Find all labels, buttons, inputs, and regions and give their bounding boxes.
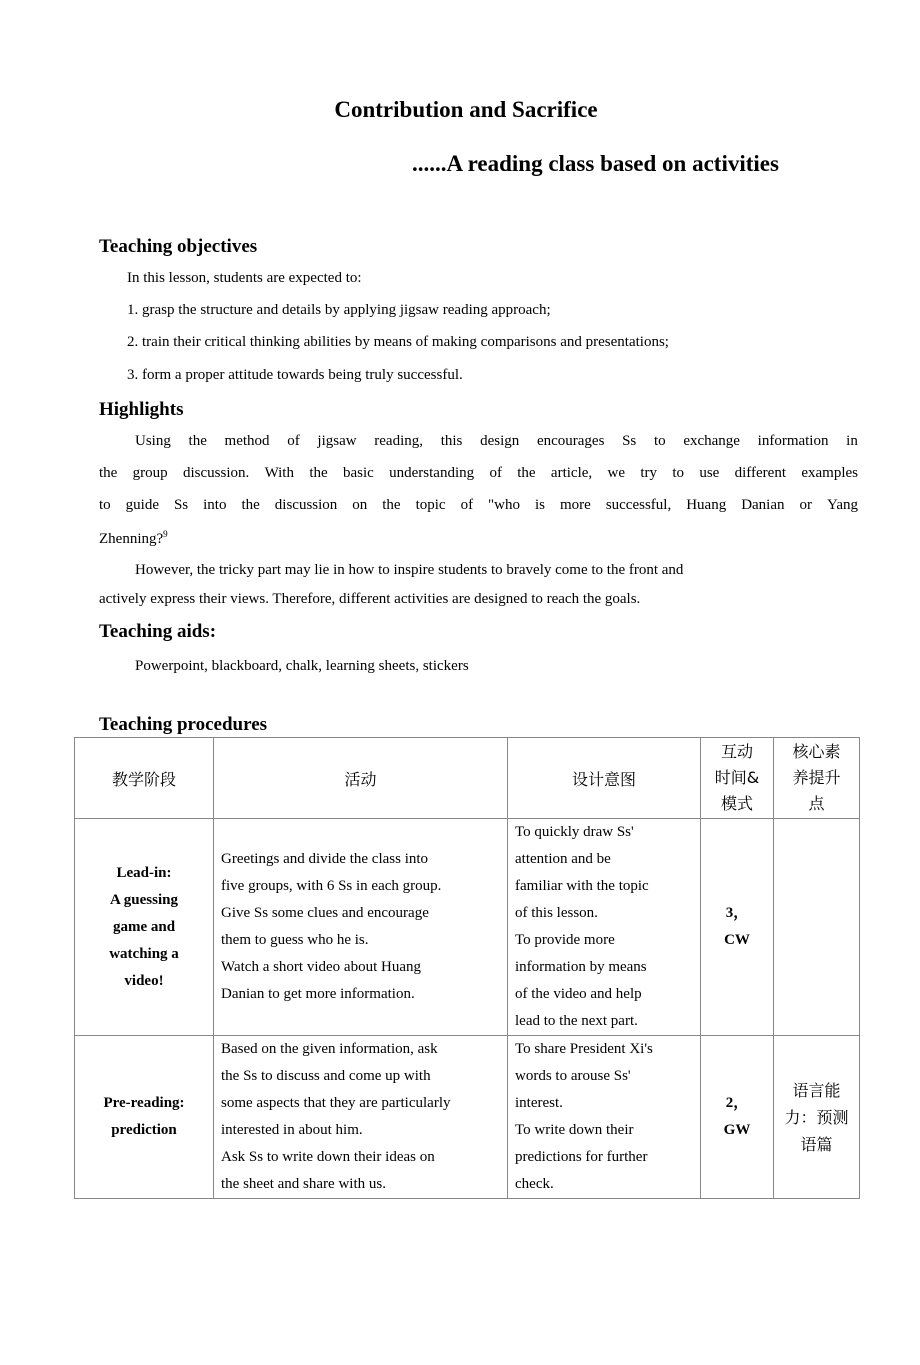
word: the bbox=[188, 433, 207, 449]
text-line: Danian to get more information. bbox=[221, 986, 415, 1002]
word: or bbox=[799, 497, 812, 513]
text-line: 3， bbox=[725, 905, 749, 921]
text-line: 互动 bbox=[720, 742, 753, 761]
text-line: check. bbox=[515, 1176, 554, 1192]
multiline bbox=[515, 819, 693, 1035]
text-line: A guessing bbox=[110, 891, 178, 908]
justified-line bbox=[99, 433, 858, 450]
highlights-paragraph2-line2: actively express their views. Therefore, different activities are designed to reach the goals. bbox=[99, 591, 641, 607]
text-line: 语篇 bbox=[800, 1134, 833, 1154]
multiline bbox=[701, 1090, 773, 1144]
text-line: To provide more bbox=[515, 932, 615, 948]
word: is bbox=[535, 497, 546, 513]
word: group bbox=[132, 465, 168, 481]
multiline bbox=[75, 1090, 213, 1144]
highlights-paragraph-line bbox=[99, 433, 858, 450]
word: With bbox=[264, 465, 294, 481]
text-line: some aspects that they are particularly bbox=[221, 1095, 451, 1111]
text-line: 时间& bbox=[714, 768, 760, 787]
word: discussion. bbox=[182, 465, 250, 481]
word: basic bbox=[342, 465, 374, 481]
word: Ss bbox=[622, 433, 637, 449]
aids-heading: Teaching aids: bbox=[99, 621, 217, 642]
word: of bbox=[489, 465, 502, 481]
word: reading, bbox=[374, 433, 424, 449]
text-line: interested in about him. bbox=[221, 1122, 363, 1138]
word: to bbox=[672, 465, 684, 481]
text-line: GW bbox=[723, 1122, 751, 1138]
highlights-heading: Highlights bbox=[99, 399, 184, 420]
text-line: Pre-reading: bbox=[103, 1095, 185, 1111]
text-line: To share President Xi's bbox=[515, 1041, 653, 1057]
word: understanding bbox=[389, 465, 475, 481]
text-line: 力：预测 bbox=[784, 1107, 849, 1127]
text-line: of the video and help bbox=[515, 986, 642, 1002]
text-line: To quickly draw Ss' bbox=[515, 824, 634, 840]
word: Danian bbox=[741, 497, 785, 513]
word: examples bbox=[801, 465, 858, 481]
text-line: interest. bbox=[515, 1095, 563, 1111]
word: Ss bbox=[173, 497, 189, 513]
table-header-row bbox=[75, 738, 860, 819]
highlights-paragraph-line bbox=[99, 465, 858, 482]
word: "who bbox=[488, 497, 521, 513]
word: information bbox=[757, 433, 829, 449]
document-title: Contribution and Sacrifice bbox=[334, 97, 598, 122]
text-line: them to guess who he is. bbox=[221, 932, 369, 948]
word: Using bbox=[135, 433, 171, 449]
word: method bbox=[224, 433, 270, 449]
word: in bbox=[846, 433, 858, 449]
word: to bbox=[653, 433, 666, 449]
text-line: familiar with the topic bbox=[515, 878, 649, 894]
word: the bbox=[309, 465, 328, 481]
word: the bbox=[99, 465, 118, 481]
text-line: of this lesson. bbox=[515, 905, 598, 921]
text-line: Greetings and divide the class into bbox=[221, 851, 429, 867]
row-mode bbox=[701, 1036, 774, 1199]
text-line: 语言能 bbox=[792, 1080, 841, 1100]
multiline bbox=[701, 900, 773, 954]
word: on bbox=[352, 497, 368, 513]
word: try bbox=[640, 465, 657, 481]
table-row bbox=[75, 819, 860, 1036]
highlights-paragraph-line bbox=[99, 497, 858, 514]
word: more bbox=[560, 497, 591, 513]
word: into bbox=[203, 497, 227, 513]
text-line: Lead-in: bbox=[116, 864, 172, 881]
highlights-paragraph2-line1: However, the tricky part may lie in how to inspire students to bravely come to the front and bbox=[135, 562, 684, 578]
multiline bbox=[774, 1077, 859, 1158]
word: exchange bbox=[683, 433, 740, 449]
text-line: Based on the given information, ask bbox=[221, 1041, 438, 1057]
multiline bbox=[701, 739, 773, 817]
word: the bbox=[241, 497, 260, 513]
word: of bbox=[287, 433, 300, 449]
text-line: predictions for further bbox=[515, 1149, 648, 1165]
procedures-table bbox=[74, 737, 860, 1199]
text-line: Give Ss some clues and encourage bbox=[221, 905, 429, 921]
word: the bbox=[382, 497, 401, 513]
word: jigsaw bbox=[317, 433, 357, 449]
document-subtitle: ......A reading class based on activities bbox=[412, 151, 779, 176]
text-line: attention and be bbox=[515, 851, 611, 867]
word: use bbox=[699, 465, 720, 481]
objectives-intro: In this lesson, students are expected to: bbox=[127, 270, 362, 286]
row-stage bbox=[75, 819, 214, 1036]
multiline bbox=[221, 846, 500, 1008]
row-activity bbox=[214, 1036, 508, 1199]
word: of bbox=[460, 497, 474, 513]
text-line: words to arouse Ss' bbox=[515, 1068, 631, 1084]
text-line: information by means bbox=[515, 959, 647, 975]
text-line: Ask Ss to write down their ideas on bbox=[221, 1149, 435, 1165]
text-line: To write down their bbox=[515, 1122, 634, 1138]
word: discussion bbox=[274, 497, 338, 513]
text-line: the Ss to discuss and come up with bbox=[221, 1068, 431, 1084]
highlights-paragraph-line bbox=[99, 529, 168, 548]
table-row bbox=[75, 1036, 860, 1199]
row-core bbox=[774, 819, 860, 1036]
text-line: 养提升 bbox=[792, 768, 841, 787]
word: different bbox=[734, 465, 787, 481]
text-line: the sheet and share with us. bbox=[221, 1176, 386, 1192]
aids-text: Powerpoint, blackboard, chalk, learning sheets, stickers bbox=[135, 658, 469, 674]
word: the bbox=[517, 465, 536, 481]
row-stage bbox=[75, 1036, 214, 1199]
text-line: 模式 bbox=[720, 794, 753, 813]
multiline bbox=[515, 1036, 693, 1198]
text-line: 2， bbox=[725, 1095, 749, 1111]
header-core bbox=[774, 738, 860, 819]
text-line: game and bbox=[112, 918, 176, 935]
text-line: lead to the next part. bbox=[515, 1013, 638, 1029]
row-activity bbox=[214, 819, 508, 1036]
objective-item: 1. grasp the structure and details by applying jigsaw reading approach; bbox=[127, 302, 551, 318]
text-line: 点 bbox=[808, 794, 825, 813]
row-mode bbox=[701, 819, 774, 1036]
text-line: watching a bbox=[109, 945, 179, 962]
objective-item: 2. train their critical thinking abilities by means of making comparisons and presentations; bbox=[127, 334, 669, 350]
word: Yang bbox=[826, 497, 858, 513]
row-core bbox=[774, 1036, 860, 1199]
header-stage: 教学阶段 bbox=[75, 738, 214, 819]
word: successful, bbox=[605, 497, 672, 513]
objectives-heading: Teaching objectives bbox=[99, 236, 258, 257]
word: Huang bbox=[686, 497, 727, 513]
text-line: prediction bbox=[111, 1122, 177, 1138]
word: article, bbox=[550, 465, 593, 481]
word: this bbox=[440, 433, 463, 449]
row-intent bbox=[508, 819, 701, 1036]
justified-line bbox=[99, 497, 858, 514]
justified-line bbox=[99, 465, 858, 482]
word: to bbox=[99, 497, 111, 513]
text-line: video! bbox=[124, 972, 164, 989]
multiline bbox=[221, 1036, 500, 1198]
objective-item: 3. form a proper attitude towards being truly successful. bbox=[127, 367, 463, 383]
header-activity: 活动 bbox=[214, 738, 508, 819]
header-intent: 设计意图 bbox=[508, 738, 701, 819]
highlights-last-line: Zhenning? bbox=[99, 531, 164, 547]
text-line: five groups, with 6 Ss in each group. bbox=[221, 878, 442, 894]
header-time-mode bbox=[701, 738, 774, 819]
word: we bbox=[607, 465, 625, 481]
footnote-mark: 9 bbox=[163, 529, 168, 539]
multiline bbox=[75, 860, 213, 995]
procedures-heading: Teaching procedures bbox=[99, 714, 268, 735]
text-line: CW bbox=[724, 932, 750, 948]
text-line: 核心素 bbox=[792, 742, 841, 761]
word: design bbox=[480, 433, 520, 449]
row-intent bbox=[508, 1036, 701, 1199]
word: guide bbox=[125, 497, 159, 513]
word: topic bbox=[415, 497, 446, 513]
word: encourages bbox=[536, 433, 605, 449]
text-line: Watch a short video about Huang bbox=[221, 959, 421, 975]
multiline bbox=[774, 739, 859, 817]
